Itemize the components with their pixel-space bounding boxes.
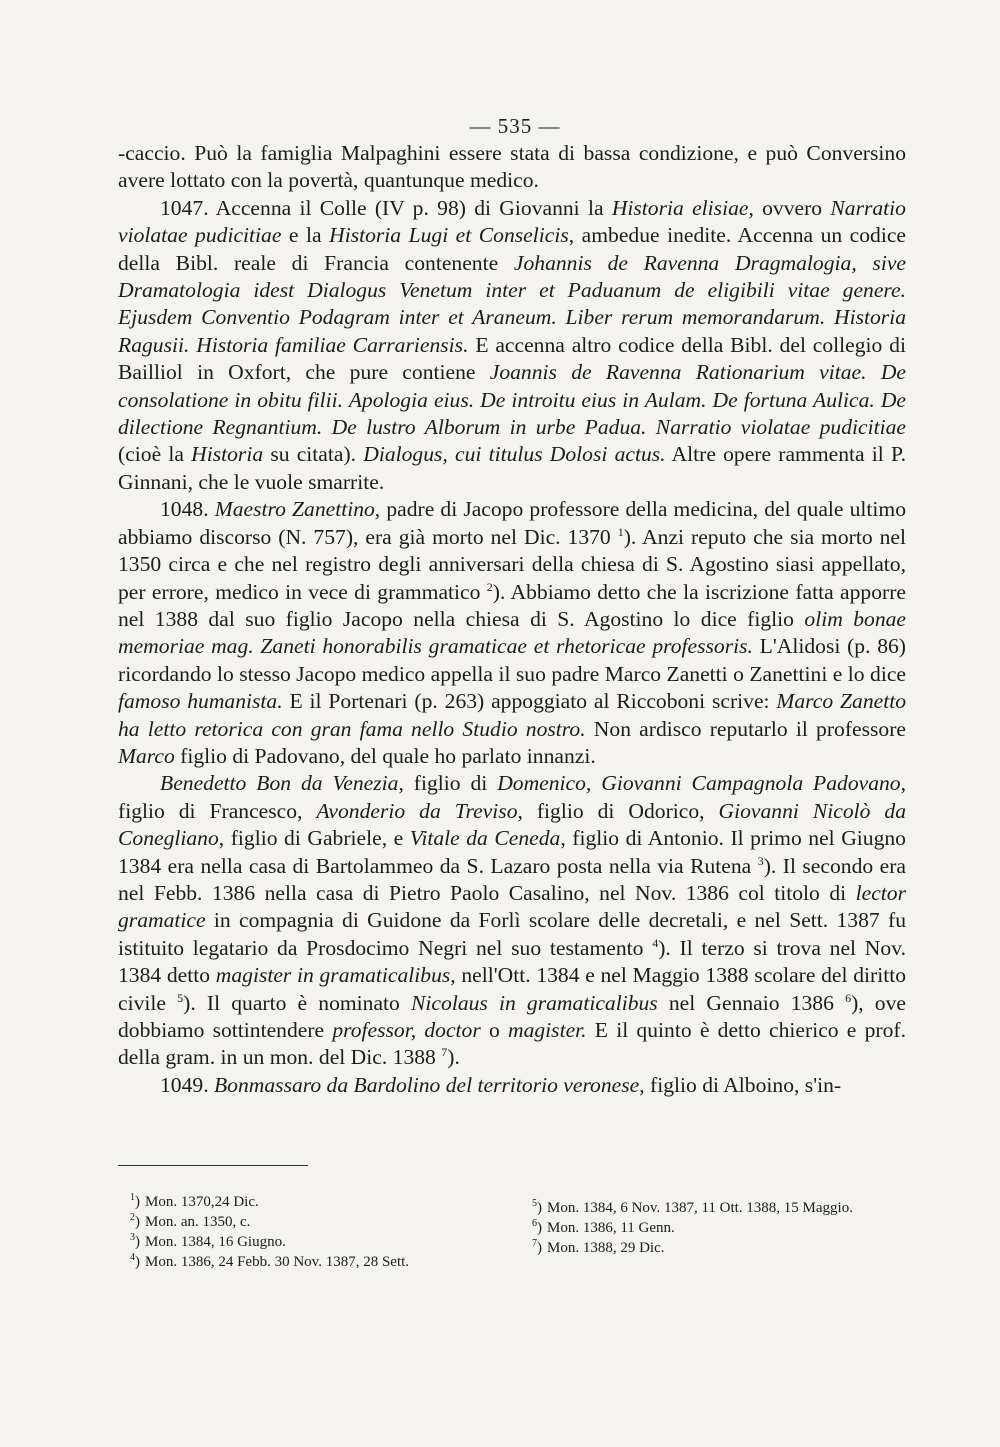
- footnote: $^4$) Mon. 1386, 24 Febb. 30 Nov. 1387, 28 Sett.: [130, 1252, 410, 1270]
- footnotes-right-column: [520, 1198, 908, 1258]
- footnote: $^3$) Mon. 1384, 16 Giugno.: [130, 1232, 286, 1250]
- paragraph-continuation: -caccio. Può la famiglia Malpaghini essere stata di bassa condizione, e può Conversino avere lottato con la povertà, quantunque medico.: [118, 141, 906, 193]
- footnote: $^6$) Mon. 1386, 11 Genn.: [532, 1218, 675, 1236]
- footnote-separator: [118, 1165, 308, 1166]
- paragraph-1047: 1047. Accenna il Colle (IV p. 98) di Giovanni la Historia elisiae, ovvero Narratio violatae pudicitiae e la Historia Lugi et Conselicis, ambedue inedite. Accenna un codice della Bibl. reale di Francia contenente Johannis de Ravenna Dragmalogia, sive Dramatologia idest Dialogus Venetum inter et Paduanum de eligibili vitae genere. Ejusdem Conventio Podagram inter et Araneum. Liber rerum memorandarum. Historia Ragusii. Historia familiae Carrariensis. E accenna altro codice della Bibl. del collegio di Bailliol in Oxfort, che pure contiene Joannis de Ravenna Rationarium vitae. De consolatione in obitu filii. Apologia eius. De introitu eius in Aulam. De fortuna Aulica. De dilectione Regnantium. De lustro Alborum in urbe Padua. Narratio violatae pudicitiae (cioè la Historia su citata). Dialogus, cui titulus Dolosi actus. Altre opere rammenta il P. Ginnani, che le vuole smarrite.: [118, 195, 907, 494]
- page-number: — 535 —: [469, 114, 561, 138]
- footnote: $^5$) Mon. 1384, 6 Nov. 1387, 11 Ott. 1388, 15 Maggio.: [532, 1198, 853, 1216]
- paragraph-1049: 1049. Bonmassaro da Bardolino del territorio veronese, figlio di Alboino, s'in-: [160, 1072, 842, 1097]
- paragraph-1048: 1048. Maestro Zanettino, padre di Jacopo professore della medicina, del quale ultimo abbiamo discorso (N. 757), era già morto nel Dic. 1370 $^1$). Anzi reputo che sia morto nel 1350 circa e che nel registro degli anniversari della chiesa di S. Agostino siasi appellato, per errore, medico in vece di grammatico $^2$). Abbiamo detto che la iscrizione fatta apporre nel 1388 dal suo figlio Jacopo nella chiesa di S. Agostino lo dice figlio olim bonae memoriae mag. Zaneti honorabilis gramaticae et rhetoricae professoris. L'Alidosi (p. 86) ricordando lo stesso Jacopo medico appella il suo padre Marco Zanetti o Zanettini e lo dice famoso humanista. E il Portenari (p. 263) appoggiato al Riccoboni scrive: Marco Zanetto ha letto retorica con gran fama nello Studio nostro. Non ardisco reputarlo il professore Marco figlio di Padovano, del quale ho parlato innanzi.: [118, 497, 907, 768]
- footnote: $^1$) Mon. 1370,24 Dic.: [130, 1192, 259, 1210]
- footnote: $^2$) Mon. an. 1350, c.: [130, 1212, 251, 1230]
- main-text: [118, 140, 906, 1099]
- footnote: $^7$) Mon. 1388, 29 Dic.: [532, 1238, 665, 1256]
- footnotes-left-column: [118, 1192, 498, 1272]
- paragraph-teachers: Benedetto Bon da Venezia, figlio di Domenico, Giovanni Campagnola Padovano, figlio di Francesco, Avonderio da Treviso, figlio di Odorico, Giovanni Nicolò da Conegliano, figlio di Gabriele, e Vitale da Ceneda, figlio di Antonio. Il primo nel Giugno 1384 era nella casa di Bartolammeo da S. Lazaro posta nella via Rutena $^3$). Il secondo era nel Febb. 1386 nella casa di Pietro Paolo Casalino, nel Nov. 1386 col titolo di lector gramatice in compagnia di Guidone da Forlì scolare delle decretali, e nel Sett. 1387 fu istituito legatario da Prosdocimo Negri nel suo testamento $^4$). Il terzo si trova nel Nov. 1384 detto magister in gramaticalibus, nell'Ott. 1384 e nel Maggio 1388 scolare del diritto civile $^5$). Il quarto è nominato Nicolaus in gramaticalibus nel Gennaio 1386 $^6$), ove dobbiamo sottintendere professor, doctor o magister. E il quinto è detto chierico e prof. della gram. in un mon. del Dic. 1388 $^7$).: [118, 771, 906, 1070]
